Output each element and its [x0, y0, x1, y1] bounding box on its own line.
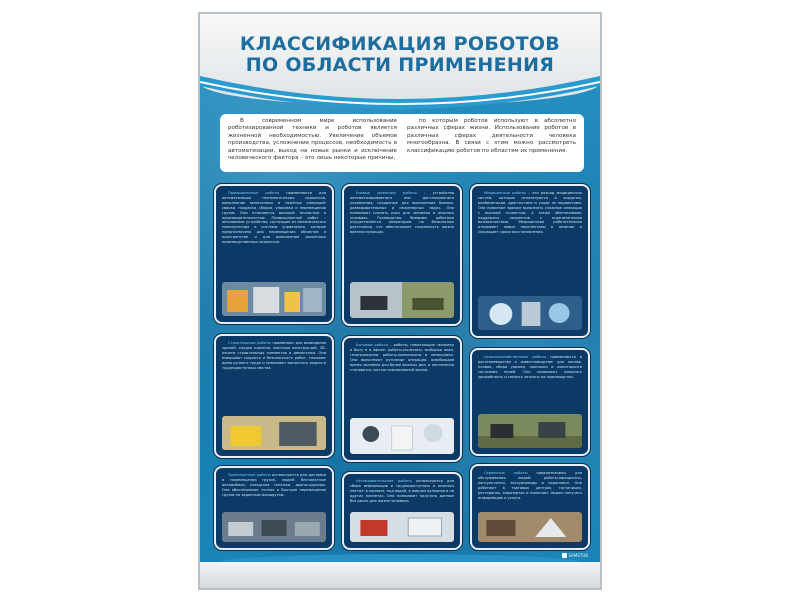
intro-column-2: по которым роботов используют в абсолютно различных сферах жизни. Использование роботов в различных сферах деятельности человека многообразна. В связи с этим можно рассмотреть классификацию роботов по областям их применения.	[407, 118, 576, 154]
panel-household	[342, 336, 462, 462]
panel-research	[342, 472, 462, 550]
logo-mark-icon	[562, 553, 567, 558]
panel-text: предназначены для обслуживания людей: роботы-официанты, консультанты, экскурсоводы и охранники. Они работают в торговых центрах, гостиницах, ресторанах, аэропортах и помогают людям получать информацию и услуги.	[478, 471, 582, 500]
poster	[198, 12, 602, 590]
photo-construction	[222, 416, 326, 450]
panel-lead: Сельскохозяйственные роботы	[484, 355, 547, 359]
panel-lead: Промышленные роботы	[228, 191, 280, 195]
panel-medical	[470, 184, 590, 338]
panel-lead: Исследовательские роботы	[356, 479, 412, 483]
panel-text: – это разряд медицинских систем, которые используются в хирургии, реабилитации, диагностике и уходе за пациентами. Они помогают врачам выполнять сложные операции с высокой точностью, а также обеспечивают поддержку пациентов с ограниченными возможностями. Медицинская робототехника открывает новые перспективы в лечении и сокращает сроки восстановления.	[478, 191, 582, 235]
panel-lead: Медицинские роботы	[484, 191, 527, 195]
panel-construction	[214, 334, 334, 458]
photo-service	[478, 512, 582, 542]
panel-text: применяются для автоматизации технологических процессов, выполнения монотонных и тяжёлых операций: сварки, покраски, сборки, упаковки и перемещения грузов. Они отличаются высокой точностью и производительностью. Промышленный робот – автономное устройство, состоящее из механического манипулятора и системы управления, которое предназначено для перемещения объектов в пространстве и для выполнения различных производственных процессов.	[222, 191, 326, 245]
title-line-1: КЛАССИФИКАЦИЯ РОБОТОВ	[239, 33, 561, 55]
poster-footer	[200, 562, 600, 588]
panel-text: – роботы, помогающие человеку в быту и в офисе: роботы-пылесосы, мойщики окон, газонокосилки, роботы-компаньоны и помощники. Они выполняют рутинные операции, освобождая время человека для более важных дел, и постепенно становятся частью повседневной жизни.	[350, 343, 454, 372]
panel-agriculture	[470, 348, 590, 456]
panel-text: используются для сбора информации в труднодоступных и опасных местах: в космосе, под водой, в жерлах вулканов и на других планетах. Они позволяют получать данные без риска для жизни человека.	[350, 479, 454, 503]
intro-box	[220, 114, 584, 172]
panel-lead: Транспортные роботы	[228, 473, 271, 477]
panel-text: применяют для возведения зданий, кладки кирпича, монтажа конструкций, 3D-печати строительных элементов и демонтажа. Они повышают скорость и безопасность работ, снижают долю ручного труда и позволяют выполнять задачи в труднодоступных местах.	[222, 341, 326, 370]
panel-text: применяются в растениеводстве и животноводстве: для посева, полива, сбора урожая, прополки и мониторинга состояния полей. Они позволяют повысить урожайность и снизить затраты на производство.	[478, 355, 582, 379]
photo-transport	[222, 512, 326, 542]
header-swoosh	[200, 76, 600, 110]
panel-industrial	[214, 184, 334, 324]
intro-column-1: В современном мире использование роботизированной техники и роботов является жизненной необходимостью. Увеличение объемов производства, усложнение процессов, необходимость в автоматизации, выход на новые рынки и исключение человеческого фактора – это лишь некоторые причины,	[228, 118, 397, 162]
panel-lead: Сервисные роботы	[484, 471, 528, 475]
photo-agriculture	[478, 414, 582, 448]
poster-header	[200, 14, 600, 106]
page-title	[220, 34, 580, 76]
panel-lead: Бытовые роботы	[356, 343, 389, 347]
photo-industrial	[222, 282, 326, 316]
photo-medical	[478, 296, 582, 330]
logo-text: SAMSTUB	[568, 553, 588, 558]
title-line-2: ПО ОБЛАСТИ ПРИМЕНЕНИЯ	[245, 54, 555, 76]
panel-military	[342, 184, 462, 326]
footer-band	[220, 554, 580, 562]
panel-text: используются для доставки и перемещения грузов, людей: беспилотные автомобили, складские тележки, дроны-курьеры. Они обеспечивают точное и быстрое перемещение грузов по заданным маршрутам.	[222, 473, 326, 497]
photo-research	[350, 512, 454, 542]
publisher-logo	[562, 553, 588, 558]
panel-lead: Боевые (военные) роботы	[356, 191, 417, 195]
panel-lead: Строительные роботы	[228, 341, 271, 345]
panel-text: – устройства автоматизированного или дистанционного управления, созданные для выполнения боевых, разведывательных и инженерных задач. Они позволяют снизить риск для человека в опасных условиях. Руководство боевыми роботами осуществляется оператором на безопасном расстоянии, что обеспечивает сохранность жизни военнослужащих.	[350, 191, 455, 235]
panel-service	[470, 464, 590, 550]
panel-transport	[214, 466, 334, 550]
photo-household	[350, 418, 454, 454]
photo-military	[350, 282, 454, 318]
